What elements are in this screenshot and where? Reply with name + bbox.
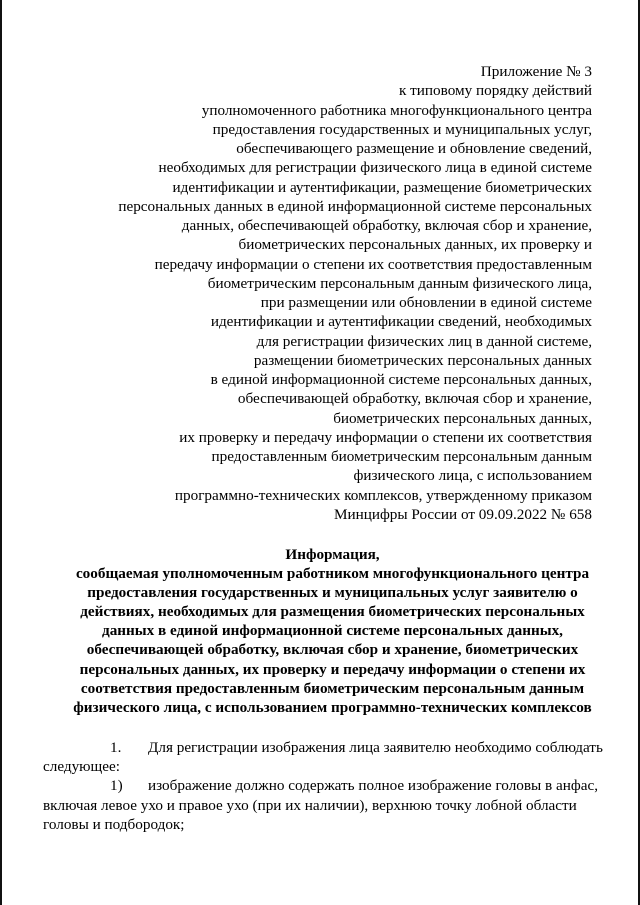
title-line: предоставления государственных и муниципальных услуг заявителю о: [87, 584, 578, 602]
title-line: данных в единой информационной системе персональных данных,: [102, 622, 563, 640]
title-line: соответствия предоставленным биометрическим персональным данным: [80, 679, 585, 697]
title-line: персональных данных, их проверку и передачу информации о степени их: [79, 660, 586, 678]
appendix-line: к типовому порядку действий: [398, 82, 592, 100]
item-1-number: 1.: [110, 739, 122, 756]
appendix-line: предоставленным биометрическим персональным данным: [211, 448, 592, 465]
title-line: обеспечивающей обработку, включая сбор и хранение, биометрических: [86, 641, 579, 659]
subitem-1-continuation: включая левое ухо и правое ухо (при их наличии), верхнюю точку лобной области: [43, 796, 577, 814]
appendix-line: их проверку и передачу информации о степени их соответствия: [179, 428, 592, 446]
appendix-line: идентификации и аутентификации сведений, необходимых: [210, 313, 592, 331]
appendix-line: для регистрации физических лиц в данной системе,: [256, 332, 592, 350]
subitem-1-continuation: головы и подбородок;: [43, 815, 185, 833]
appendix-header: [32, 62, 592, 524]
item-1-continuation: следующее:: [43, 758, 120, 776]
appendix-line: Приложение № 3: [480, 63, 592, 80]
appendix-line: предоставления государственных и муниципальных услуг,: [212, 120, 592, 138]
appendix-line: биометрическим персональным данным физического лица,: [207, 274, 592, 292]
title-line: действиях, необходимых для размещения биометрических персональных: [80, 603, 585, 621]
appendix-line: физического лица, с использованием: [353, 467, 592, 485]
appendix-line: передачу информации о степени их соответствия предоставленным: [154, 255, 592, 273]
scan-edge-left: [0, 0, 2, 905]
appendix-line: необходимых для регистрации физического лица в единой системе: [158, 159, 592, 177]
document-title: [60, 545, 605, 717]
appendix-line: программно-технических комплексов, утвержденному приказом: [174, 486, 592, 504]
document-body: [43, 738, 610, 834]
title-line: сообщаемая уполномоченным работником многофункционального центра: [75, 565, 590, 583]
appendix-line: уполномоченного работника многофункционального центра: [201, 101, 592, 119]
title-line: физического лица, с использованием программно-технических комплексов: [73, 698, 592, 716]
subitem-1-text: изображение должно содержать полное изображение головы в анфас,: [148, 777, 599, 795]
appendix-line: идентификации и аутентификации, размещение биометрических: [172, 178, 592, 196]
appendix-line: Минцифры России от 09.09.2022 № 658: [333, 505, 592, 523]
appendix-line: данных, обеспечивающей обработку, включая сбор и хранение,: [181, 217, 592, 234]
appendix-line: в единой информационной системе персональных данных,: [210, 371, 592, 388]
appendix-line: размещении биометрических персональных данных: [253, 351, 592, 369]
appendix-line: биометрических персональных данных,: [333, 409, 592, 427]
item-1-text: Для регистрации изображения лица заявителю необходимо соблюдать: [148, 739, 603, 756]
subitem-1-number: 1): [110, 777, 123, 795]
appendix-line: при размещении или обновлении в единой системе: [260, 294, 592, 311]
appendix-line: обеспечивающей обработку, включая сбор и хранение,: [237, 390, 592, 408]
appendix-line: обеспечивающего размещение и обновление сведений,: [236, 140, 592, 157]
item-1: [110, 738, 610, 757]
title-heading: Информация,: [285, 546, 380, 563]
appendix-line: персональных данных в единой информационной системе персональных: [118, 197, 592, 215]
subitem-1: [110, 776, 610, 795]
appendix-line: биометрических персональных данных, их проверку и: [238, 236, 592, 254]
